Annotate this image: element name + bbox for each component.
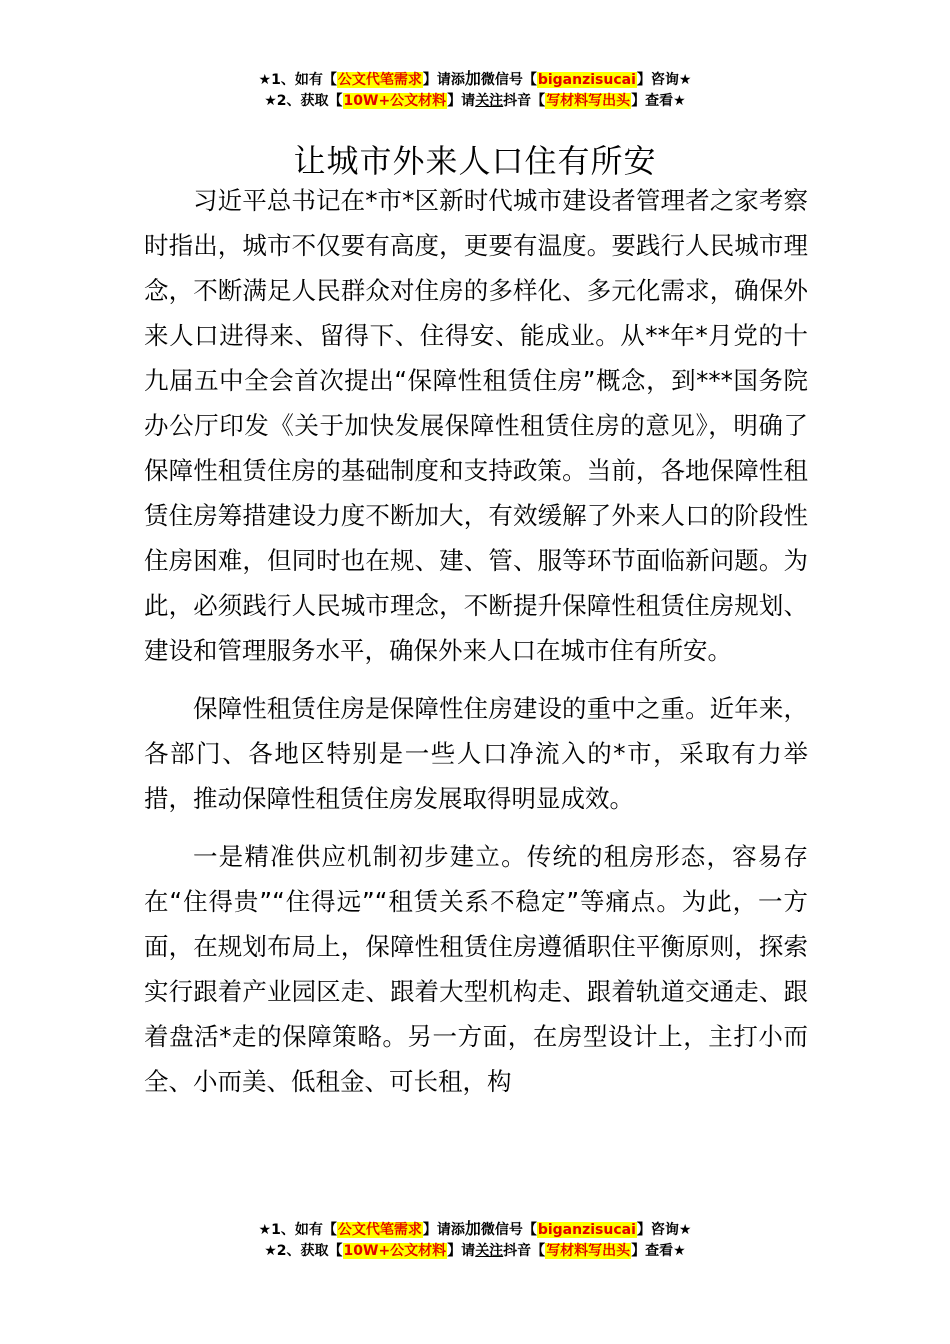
banner-highlight-service: 公文代笔需求 [337, 1222, 422, 1238]
banner-text: 抖音【 [503, 93, 546, 109]
banner-text: 】请添 [422, 1222, 465, 1238]
banner-text: 】查看★ [631, 1243, 686, 1259]
banner-text: 】请添 [422, 72, 465, 88]
header-banner [0, 68, 950, 112]
banner-highlight-materials: 10W+公文材料 [343, 1243, 447, 1259]
banner-text: ★1、如有【 [258, 1222, 337, 1238]
banner-text: ★2、获取【 [264, 1243, 343, 1259]
banner-underlined: 关注 [475, 93, 504, 109]
banner-highlight-wechat-id: biganzisucai [537, 1222, 636, 1238]
paragraph-point-one: 一是精准供应机制初步建立。传统的租房形态，容易存在“住得贵”“住得远”“租赁关系不稳定”等痛点。为此，一方面，在规划布局上，保障性租赁住房遵循职住平衡原则，探索实行跟着产业园区走、跟着大型机构走、跟着轨道交通走、跟着盘活*走的保障策略。另一方面，在房型设计上，主打小而全、小而美、低租金、可长租，构 [144, 842, 808, 1096]
banner-text: 微信号【 [480, 1222, 537, 1238]
banner-highlight-douyin: 写材料写出头 [546, 1243, 631, 1259]
banner-emphasis: 加 [464, 69, 481, 88]
banner-text: ★1、如有【 [258, 72, 337, 88]
banner-text: ★2、获取【 [264, 93, 343, 109]
banner-emphasis: 加 [464, 1219, 481, 1238]
banner-text: 】咨询★ [636, 72, 692, 88]
paragraph-intro: 习近平总书记在*市*区新时代城市建设者管理者之家考察时指出，城市不仅要有高度，更要有温度。要践行人民城市理念，不断满足人民群众对住房的多样化、多元化需求，确保外来人口进得来、留得下、住得安、能成业。从**年*月党的十九届五中全会首次提出“保障性租赁住房”概念，到***国务院办公厅印发《关于加快发展保障性租赁住房的意见》，明确了保障性租赁住房的基础制度和支持政策。当前，各地保障性租赁住房筹措建设力度不断加大，有效缓解了外来人口的阶段性住房困难，但同时也在规、建、管、服等环节面临新问题。为此，必须践行人民城市理念，不断提升保障性租赁住房规划、建设和管理服务水平，确保外来人口在城市住有所安。 [144, 186, 808, 665]
banner-text: 】查看★ [631, 93, 686, 109]
banner-highlight-materials: 10W+公文材料 [343, 93, 447, 109]
banner-text: 微信号【 [480, 72, 537, 88]
banner-highlight-douyin: 写材料写出头 [546, 93, 631, 109]
document-title: 让城市外来人口住有所安 [293, 142, 657, 181]
banner-underlined: 关注 [475, 1243, 504, 1259]
banner-highlight-service: 公文代笔需求 [337, 72, 422, 88]
banner-text: 抖音【 [503, 1243, 546, 1259]
banner-text: 】请 [447, 1243, 476, 1259]
banner-text: 】咨询★ [636, 1222, 692, 1238]
footer-banner-line-1 [0, 1218, 950, 1240]
paragraph-overview: 保障性租赁住房是保障性住房建设的重中之重。近年来，各部门、各地区特别是一些人口净流入的*市，采取有力举措，推动保障性租赁住房发展取得明显成效。 [144, 694, 808, 813]
footer-banner-line-2 [0, 1240, 950, 1262]
banner-text: 】请 [447, 93, 476, 109]
banner-highlight-wechat-id: biganzisucai [537, 72, 636, 88]
document-body [144, 178, 808, 1117]
header-banner-line-2 [0, 90, 950, 112]
footer-banner [0, 1218, 950, 1262]
header-banner-line-1 [0, 68, 950, 90]
